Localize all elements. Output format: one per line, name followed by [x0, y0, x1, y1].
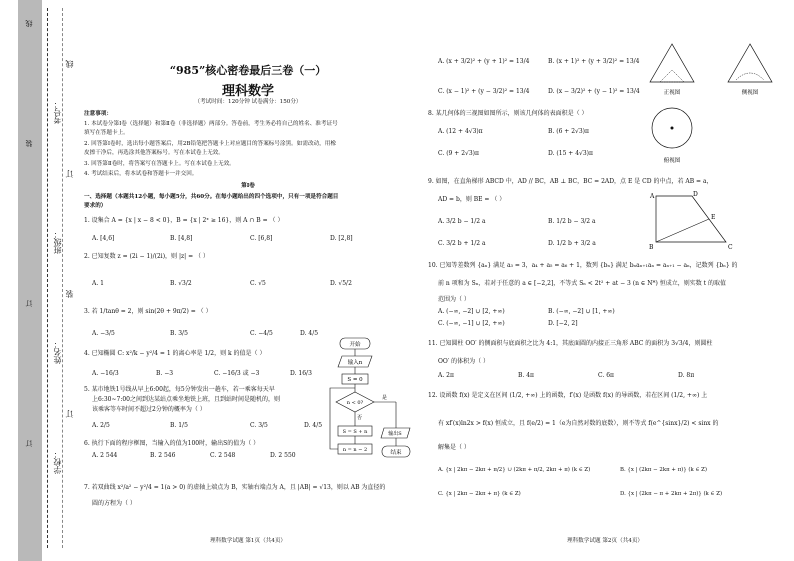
- side-view-label: 侧视图: [741, 90, 759, 96]
- flowchart: [324, 336, 414, 472]
- q6-option-c: C. 2 548: [210, 452, 236, 459]
- question-1: 1. 设集合 A = {x | x − 8 < 0}，B = {x | 2ˣ ≥ 16}，则 A ∩ B = （ ）: [84, 217, 284, 224]
- q12-option-a: A. {x | 2kπ − 2kπ + π/2} ∪ (2kπ + π/2, 2kπ + π) (k ∈ Z): [438, 467, 591, 473]
- q12-option-c: C. {x | 2kπ − 2kπ + π} (k ∈ Z): [438, 491, 521, 497]
- page-2: [424, 0, 786, 561]
- q10-option-d: D. [−2, 2]: [548, 320, 578, 327]
- note-line-6: 4. 考试结束后，将本试卷和答题卡一并交回。: [84, 171, 198, 177]
- q4-option-b: B. −3: [156, 370, 174, 377]
- field-class: 班级：: [53, 230, 62, 254]
- question-3: 3. 若 1/tanθ = 2，则 sin(2θ + 9π/2) = （ ）: [84, 308, 212, 315]
- subject-title: 理科数学: [221, 84, 274, 99]
- trap-label-d: D: [693, 191, 698, 198]
- q7-option-b: B. (x + 1)² + (y + 3/2)² = 13/4: [548, 58, 640, 65]
- cut-line: [47, 8, 48, 548]
- trap-label-c: C: [728, 244, 733, 251]
- q3-option-b: B. 3/5: [170, 330, 188, 337]
- top-view-label: 俯视图: [663, 158, 681, 164]
- question-10-line-3: 范围为（ ）: [438, 296, 470, 303]
- strip-mark-4: 订: [25, 440, 33, 447]
- question-8: 8. 某几何体的三视图如图所示，则该几何体的表面积是（ ）: [428, 110, 588, 117]
- question-5-line-1: 5. 某市地铁1号线从早上6:00起，每5分钟发出一趟车，若一乘客每天早: [84, 386, 275, 393]
- note-line-1: 1. 本试卷分第Ⅰ卷（选择题）和第Ⅱ卷（非选择题）两部分。答卷前，考生务必将自己的姓名、准考证号: [84, 121, 338, 127]
- q12-option-d: D. {x | (2kπ − π + 2kπ + 2π)} (k ∈ Z): [620, 491, 723, 497]
- page-1: [84, 0, 412, 561]
- question-11-line-1: 11. 已知圆柱 OO′ 的侧面积与底面积之比为 4:1，其底面圆的内接正三角形 ABC 的面积为 3√3/4，则圆柱: [428, 340, 713, 347]
- q8-option-c: C. (9 + 2√3)π: [438, 150, 479, 157]
- q4-option-a: A. −16/3: [92, 370, 119, 377]
- flow-decrement-label: n = n − 2: [342, 447, 368, 453]
- q6-option-b: B. 2 546: [150, 452, 176, 459]
- question-4: 4. 已知椭圆 C: x²/k − y²/4 = 1 的离心率是 1/2，则 k 的值是（ ）: [84, 350, 266, 357]
- page-2-footer: 理科数学试题 第2页（共4页）: [566, 538, 644, 544]
- front-view-label: 正视图: [663, 90, 681, 96]
- flow-yes-label: 是: [382, 395, 388, 401]
- flow-sum-label: S = S + n: [342, 429, 368, 435]
- side-view: [728, 44, 772, 82]
- q6-option-d: D. 2 550: [270, 452, 296, 459]
- q8-option-b: B. (6 + 2√3)π: [548, 128, 589, 135]
- strip-mark-2: 装: [25, 140, 33, 147]
- q10-option-b: B. (−∞, −2] ∪ [1, +∞): [548, 308, 615, 315]
- q9-option-a: A. 3/2 b − 1/2 a: [438, 218, 486, 225]
- q7-option-d: D. (x − 3/2)² + (y − 1)² = 13/4: [548, 88, 640, 95]
- question-9-line-1: 9. 如图，在直角梯形 ABCD 中，AD // BC，AB ⊥ BC，BC = 2AD，点 E 是 CD 的中点，若 AB = a，: [428, 178, 713, 185]
- q1-option-d: D. [2,8]: [330, 235, 353, 242]
- note-line-3: 2. 回答第Ⅰ卷时，选出每小题答案后，用2B铅笔把答题卡上对应题目的答案标号涂黑。如需改动，用橡: [84, 141, 336, 147]
- q9-option-b: B. 1/2 b − 3/2 a: [548, 218, 596, 225]
- flow-condition-label: n < 0?: [346, 400, 364, 406]
- question-12-line-1: 12. 设函数 f(x) 是定义在区间 (1/2, +∞) 上的函数，f′(x) 是函数 f(x) 的导函数，若在区间 (1/2, +∞) 上: [428, 392, 708, 399]
- strip-mark-3: 订: [25, 300, 33, 307]
- q10-option-c: C. (−∞, −1] ∪ [2, +∞): [438, 320, 505, 327]
- front-view: [650, 44, 694, 82]
- inner-cut-line: [62, 8, 63, 548]
- question-6: 6. 执行下面的程序框图，当输入的值为100时，输出S的值为（ ）: [84, 440, 260, 447]
- note-line-2: 填写在答题卡上。: [84, 130, 129, 136]
- inner-mark-3: 装: [65, 290, 74, 298]
- question-2: 2. 已知复数 z = (2i − 1)/(2i)，则 |z| = （ ）: [84, 253, 209, 260]
- question-9-line-2: AD = b，则 BE = （ ）: [438, 196, 506, 203]
- question-7-line-1: 7. 若双曲线 x²/a² − y²/4 = 1(a > 0) 的虚轴上端点为 B，实轴右端点为 A，且 |AB| = √13，则以 AB 为直径的: [84, 484, 386, 491]
- q3-option-c: C. −4/5: [250, 330, 273, 337]
- flow-input-label: 输入n: [347, 360, 363, 366]
- trap-label-e: E: [711, 214, 716, 221]
- q1-option-a: A. [4,6]: [92, 235, 115, 242]
- trapezoid-figure: [646, 190, 736, 252]
- q10-option-a: A. (−∞, −2] ∪ [2, +∞): [438, 308, 505, 315]
- question-11-line-2: OO′ 的体积为（ ）: [438, 358, 490, 365]
- q9-option-d: D. 1/2 b + 3/2 a: [548, 240, 596, 247]
- question-5-line-3: 该乘客等车时间不超过2分钟的概率为（ ）: [92, 406, 206, 413]
- question-12-line-2: 有 xf′(x)ln2x > f(x) 恒成立，且 f(e/2) = 1（e为自然对数的底数），则不等式 f(e^{sinx}/2) < sinx 的: [438, 420, 719, 427]
- field-name: 姓名：: [53, 340, 62, 364]
- q2-option-a: A. 1: [92, 280, 104, 287]
- q11-option-b: B. 4π: [518, 372, 534, 379]
- inner-mark-4: 订: [65, 410, 74, 418]
- trap-label-b: B: [649, 244, 654, 251]
- field-exam-number: 考号：: [53, 100, 62, 124]
- exam-title: “985”核心密卷最后三卷（一）: [169, 64, 327, 77]
- q11-option-d: D. 8π: [678, 372, 695, 379]
- field-school: 学校：: [53, 450, 62, 474]
- inner-mark-1: 线: [65, 60, 74, 68]
- q11-option-a: A. 2π: [438, 372, 454, 379]
- trap-label-a: A: [650, 193, 655, 200]
- q8-option-a: A. (12 + 4√3)π: [438, 128, 483, 135]
- question-12-line-3: 解集是（ ）: [438, 444, 470, 451]
- q9-option-c: C. 3/2 b + 1/2 a: [438, 240, 486, 247]
- q5-option-a: A. 2/5: [92, 422, 110, 429]
- q5-option-d: D. 4/5: [304, 422, 323, 429]
- flow-start-label: 开始: [349, 342, 361, 348]
- note-line-4: 皮擦干净后，再选涂其他答案标号。写在本试卷上无效。: [84, 150, 224, 156]
- q6-option-a: A. 2 544: [92, 452, 118, 459]
- q4-option-c: C. −16/3 或 −3: [214, 370, 260, 377]
- flow-no-label: 否: [357, 415, 363, 421]
- q5-option-b: B. 1/5: [170, 422, 188, 429]
- question-10-line-1: 10. 已知等差数列 {aₙ} 满足 a₃ = 3，a₄ + a₅ = a₆ + 1，数列 {bₙ} 满足 bₙaₙ₊₁aₙ = aₙ₊₁ − aₙ，记数列 {bₙ} 的: [428, 262, 738, 269]
- binding-strip: [18, 0, 42, 561]
- q11-option-c: C. 6π: [598, 372, 614, 379]
- section-heading: 一、选择题（本题共12小题，每小题5分，共60分。在每小题给出的四个选项中，只有一项是符合题目: [84, 194, 339, 200]
- q3-option-d: D. 4/5: [300, 330, 319, 337]
- question-5-line-2: 上6:30~7:00之间到达某站点乘坐地铁上班，且到站时间是随机的，则: [92, 396, 280, 403]
- note-line-5: 3. 回答第Ⅱ卷时，将答案写在答题卡上。写在本试卷上无效。: [84, 161, 235, 167]
- q7-option-a: A. (x + 3/2)² + (y + 1)² = 13/4: [438, 58, 530, 65]
- section-heading-2: 要求的）: [84, 203, 107, 209]
- q7-option-c: C. (x − 1)² + (y − 3/2)² = 13/4: [438, 88, 530, 95]
- inner-mark-2: 订: [65, 170, 74, 178]
- flow-output-label: 输出S: [388, 431, 402, 437]
- q1-option-b: B. [4,8]: [170, 235, 193, 242]
- flow-end-label: 结束: [390, 450, 402, 456]
- q5-option-c: C. 3/5: [250, 422, 268, 429]
- q2-option-b: B. √3/2: [170, 280, 192, 287]
- q8-option-d: D. (15 + 4√3)π: [548, 150, 593, 157]
- strip-mark-1: 线: [25, 20, 33, 27]
- page-1-footer: 理科数学试题 第1页（共4页）: [209, 538, 287, 544]
- q2-option-c: C. √5: [250, 280, 266, 287]
- part-1-heading: 第Ⅰ卷: [241, 183, 255, 189]
- q4-option-d: D. 16/3: [290, 370, 312, 377]
- q3-option-a: A. −3/5: [92, 330, 115, 337]
- notes-title: 注意事项：: [84, 111, 112, 117]
- q2-option-d: D. √5/2: [330, 280, 352, 287]
- flow-init-label: S = 0: [347, 377, 363, 383]
- q12-option-b: B. {x | (2kπ − 2kπ + π)} (k ∈ Z): [620, 467, 707, 473]
- question-7-line-2: 圆的方程为（ ）: [92, 500, 136, 507]
- q1-option-c: C. [6,8]: [250, 235, 273, 242]
- three-view-figure: [646, 40, 786, 170]
- question-10-line-2: 前 n 项和为 Sₙ，若对于任意的 a ∈ [−2,2]，不等式 Sₙ < 2t² + at − 3 (n ∈ N*) 恒成立，则实数 t 的取值: [438, 280, 726, 287]
- exam-info: （考试时间：120分钟 试卷满分：150分）: [194, 99, 302, 105]
